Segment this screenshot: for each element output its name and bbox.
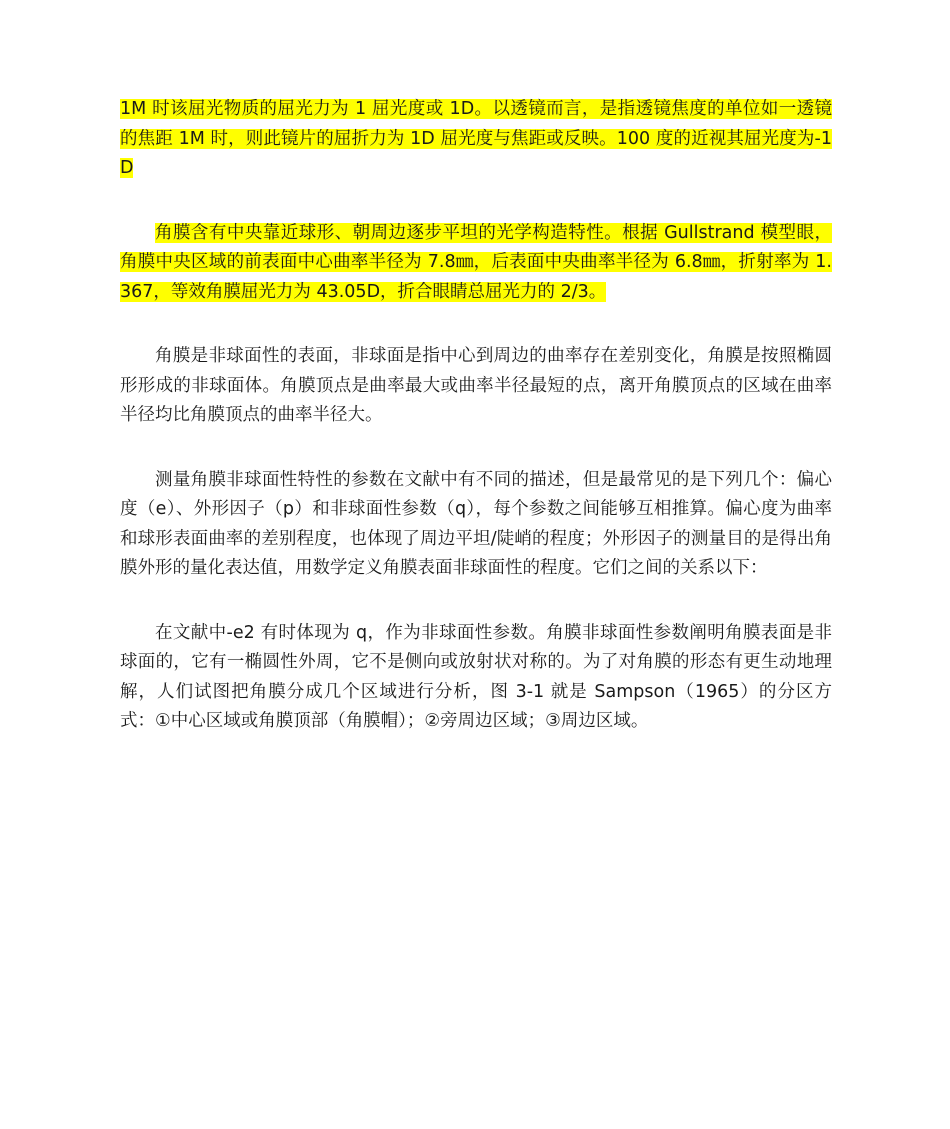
paragraph-sampson-zones (120, 619, 832, 737)
paragraph-cornea-optics (120, 219, 832, 308)
paragraph-diopter-definition (120, 95, 832, 184)
document-page (120, 95, 832, 737)
paragraph-aspheric-parameters (120, 466, 832, 584)
paragraph-text: 测量角膜非球面性特性的参数在文献中有不同的描述，但是最常见的是下列几个：偏心度（e）、外形因子（p）和非球面性参数（q），每个参数之间能够互相推算。偏心度为曲率和球形表面曲率的差别程度，也体现了周边平坦/陡峭的程度；外形因子的测量目的是得出角膜外形的量化表达值，用数学定义角膜表面非球面性的程度。它们之间的关系以下： (120, 469, 832, 578)
paragraph-text: 角膜是非球面性的表面，非球面是指中心到周边的曲率存在差别变化，角膜是按照椭圆形形成的非球面体。角膜顶点是曲率最大或曲率半径最短的点，离开角膜顶点的区域在曲率半径均比角膜顶点的曲率半径大。 (120, 346, 832, 425)
highlighted-text: 1M 时该屈光物质的屈光力为 1 屈光度或 1D。以透镜而言，是指透镜焦度的单位如一透镜的焦距 1M 时，则此镜片的屈折力为 1D 屈光度与焦距或反映。100 度的近视其屈光度为-1D (120, 99, 832, 178)
paragraph-aspheric-surface (120, 342, 832, 431)
paragraph-text: 在文献中-e2 有时体现为 q，作为非球面性参数。角膜非球面性参数阐明角膜表面是非球面的，它有一椭圆性外周，它不是侧向或放射状对称的。为了对角膜的形态有更生动地理解，人们试图把角膜分成几个区域进行分析，图 3-1 就是 Sampson（1965）的分区方式：①中心区域或角膜顶部（角膜帽）；②旁周边区域；③周边区域。 (120, 622, 832, 731)
highlighted-text: 角膜含有中央靠近球形、朝周边逐步平坦的光学构造特性。根据 Gullstrand 模型眼，角膜中央区域的前表面中心曲率半径为 7.8㎜，后表面中央曲率半径为 6.8㎜，折射率为 1.367，等效角膜屈光力为 43.05D，折合眼睛总屈光力的 2/3。 (120, 222, 832, 302)
